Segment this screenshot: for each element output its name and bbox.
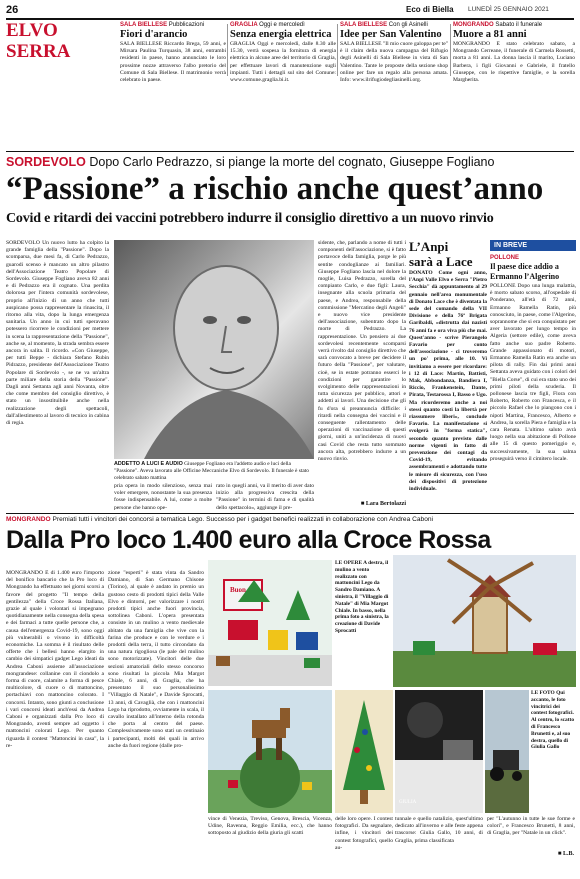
second-byline: ■ L.B. (557, 851, 574, 857)
brief-1 (120, 22, 226, 140)
in-breve-title: Il paese dice addio a Ermanno l’Algerino (490, 262, 560, 281)
brief-kicker-place: MONGRANDO (453, 22, 494, 28)
section-line-2: SERRA (6, 41, 71, 62)
second-column-3: vince di Venezia, Treviso, Genova, Brescia, Vicenza, Udine, Ravenna, Reggio Emilia, ecc.), che hanno sottoposto al giudizio della giuria gli scatti (208, 816, 332, 837)
section-line-1: ELVO (6, 20, 58, 41)
brief-title: Senza energia elettrica (230, 29, 332, 40)
second-column-4: delle loro opere. I contest fotografici. Da segnalare, infine, i vincitori dei contest fotografici, quello au- (335, 816, 393, 851)
lead-headline: “Passione” a rischio anche quest’anno (6, 171, 544, 207)
page-header (6, 4, 574, 18)
anpi-title-1: L’Anpi (409, 239, 449, 254)
lead-column-1: SORDEVOLO Un nuovo lutto ha colpito la grande famiglia della "Passione". Dopo la scomparsa, due mesi fa, di Carlo Pedrazzo, guarodi scenso è mancato un altro pilastro dell'Associazione Teatro Popolare di Sordevolo. Giuseppe Fogliano aveva 82 anni e di Pedrazzo era il cognato. Una perdita dolorosa per l'intera comunità sordevolese, proprio all'inizio di un anno che tutti auspicano possa rappresentare la rinascita, il ritorno alla vita, dopo la lunga emergenza sanitaria. Un anno in cui tutti speravano potessero ricorrere le condizioni per mettere in scena la rappresentazione della "Passione", anche se, al momento, la strada sembra essere ancora in salita. Il ricordo. «Con Giuseppe, per tutti Beppe - dichiara Stefano Rubin Pidrazzo, presidente dell'Associazione Teatro Popolare di Sordevolo -, se ne va un'altra parte miliare della storia della "Passione". Dagli anni Settanta agli anni Novanta, oltre che come membro del consiglio direttivo, è stato un insostituibile anche nella realizzazione degli spettacoli, dall'allestimento al lavoro di tecnico in cabina di regia. (6, 240, 109, 427)
lead-byline: ■ Lara Bertolazzi (360, 501, 406, 507)
second-column-1: MONGRANDO È di 1.400 euro l'importo del bonifico bancario che la Pro loco di Mongrando ha effettuato nei giorni scorsi a favore del progetto "Il tempo della gentilezza" della Croce Rossa Italiana, grazie al quale i volontari si impegnano quotidianamente nella consegna della spesa e dei farmaci a tutte quelle persone che, a causa dell'emergenza Covid-19, sono oggi più vulnerabili o vivono in difficoltà economiche. La somma è il risultato delle offerte che i bellesi hanno elargito in cambio dei simpatici gadget Lego ideati da Andrea Caboni assieme all'associazione mongrandese: collanine con il ciondolo a forma di cuore, calamite a forma di pesce multicolore, di cuore o di mattoncino, portachiavi con mattoncino colorato. I concorsi. Intanto, sono giunti a conclusione i vari concorsi ideati anch'essi da Andrea Caboni e organizzati dalla Pro loco di Mongrando, aventi sempre ad oggetto i mattoncini colorati Lego. Per quanto riguarda il contest "Mattoncini in casa", la re- (6, 570, 104, 749)
issue-date: LUNEDÌ 25 GENNAIO 2021 (468, 6, 549, 13)
second-column-5: tunnale e quello natalizio, quest'ultimo dedicato all'inverno e alle feste appena trascorse: Giulia Gallo, 10 anni, di Graglia, prima classificata (395, 816, 483, 844)
newspaper-name: Eco di Biella (406, 5, 454, 14)
brief-kicker-topic: Sabato il funerale (495, 22, 543, 28)
contest-photo-caption: LE FOTO Qui accanto, le foto vincitrici dei contest fotografici. Al centro, lo scatto di Francesco Brunetti e, al suo destra, quello di Giulia Gallo (531, 690, 575, 751)
brief-kicker-topic: Pubblicazioni (168, 22, 205, 28)
snow-scene-image (395, 690, 483, 813)
portrait-caption (114, 461, 314, 483)
portrait-caption-title: ADDETTO A LUCI E AUDIO (114, 461, 183, 467)
brief-kicker-topic: Oggi e mercoledì (259, 22, 305, 28)
lead-column-3: sidente, che, parlando a nome di tutti i componenti dell'associazione, si è fatto portavoce della famiglia, porge le più sentite condoglianze ai familiari. Giuseppe Fogliano lascia nel dolore la moglie, Luisa Pedrazzo, sorella del compianto Carlo, e due figli: Laura, insegnante alla scuola primaria del paese, e Andrea, responsabile della commissione "Mercatino degli Angeli" e nuovo vice presidente dell'associazione, subentrato dopo la morte di Pedrazzo. La rappresentazione. Un pensiero ai due sordevolesi recentemente scomparsi verrà rivolto dal consiglio direttivo che sarà convocato a breve per decidere il futuro della "Passione", per valutare, cioè, se in estate potranno esserci le condizioni per garantire lo svolgimento delle rappresentazioni in tutta sicurezza per pubblico, attori e addetti ai lavori. Una decisione che gli fu d'ora si preannuncia difficile: i ritardi nella consegna dei vaccini e il conseguente rallentamento delle operazioni di vaccinazione di questi giorni, uniti a un'incidenza di nuovi casi Covid che resta tutto sommato ancora alta, potrebbero indurre a un nuovo rinvio. (318, 240, 406, 463)
lead-kicker (6, 155, 574, 169)
snow-photo (395, 690, 483, 813)
brief-text: SALA BIELLESE Riccardo Brega, 59 anni, e Mirsara Paulina Turquasin, 38 anni, entrambi residenti in paese, hanno annunciato le loro prossime nozze attraverso l'albo pretorio del Comune di Sala Biellese. Il matrimonio verrà celebrato in paese. (120, 41, 226, 84)
brief-text: SALA BIELLESE "Il mio cuore galoppa per te" è il claim della nuova campagna del Rifugio degli Asinelli di Sala Biellese in vista di San Valentino. Tante le proposte della sezione shop online per fare un regalo alla persona amata. Info: www.ilrifugiodegliasinelli.org. (340, 41, 448, 84)
anpi-box (409, 240, 487, 510)
portrait-caption-text: Giuseppe Fogliano era l'addetto audio e luci della "Passione". Aveva lavorato alle Officine Meccaniche Elvo di Sordevolo. Il funerale è stato celebrato sabato mattina (114, 461, 309, 481)
brief-title: Idee per San Valentino (340, 29, 442, 40)
lead-bottom-rule (6, 513, 574, 514)
christmas-tree-image (335, 690, 393, 813)
second-kicker (6, 516, 576, 523)
in-breve-label: IN BREVE (490, 240, 576, 251)
second-headline: Dalla Pro loco 1.400 euro alla Croce Rossa (6, 526, 491, 554)
brief-kicker-topic: Con gli Asinelli (388, 22, 428, 28)
anpi-title-2: sarà a Lace (409, 254, 473, 269)
anpi-text: DONATO Come ogni anno, l'Anpi Valle Elvo e Serra "Pietro Secchia" dà appuntamento al 29 gennaio nell'area monumentale di Donato Lace che è diventata la sede del comando della VII Divisione e della 76ª Brigata Garibaldi, «distrutta dai nazisti 76 anni fa e ora viva più che mai. Quest'anno - scrive Pierangelo Favario per conto dell'associazione - ci troveremo un po' prima, alle 10. Vi invitiamo a essere per ricordare: i 12 di Lace: Martin, Battisti, Mak, Abbondanza, Bandiera I, Riccio, Frankenstein, Dante, Pirata, Testarossa I, Basso e Ugo. Ma ricorderemo anche a noi stessi quanto costi la libertà per riassumere liberi», conclude Favario. La manifestazione si svolgerà in "forma statica", secondo quanto previsto dalle norme vigenti in fatto di prevenzione dei contagi da Covid-19, evitando assembramenti e adottando tutte le misure di sicurezza, con l'uso dei dispositivi di protezione individuale. (409, 270, 487, 493)
page-number: 26 (6, 4, 19, 16)
lego-horse-photo (208, 690, 332, 813)
brief-text: MONGRANDO È stato celebrato sabato, a Mongrando Cerreane, il funerale di Carmela Rossetti, morta a 81 anni. La donna lascia il marito, Luciano Barbera, i figli Giovanni e Gabriele, il fratello Giuseppe, con le rispettive famiglie, e la sorella Margherita. (453, 41, 575, 84)
second-kicker-place: MONGRANDO (6, 516, 51, 523)
column-divider (227, 24, 228, 76)
brief-text: GRAGLIA Oggi e mercoledì, dalle 8.30 alle 15.30, verrà sospesa la fornitura di energia elettrica in alcune aree del territorio di Graglia, per effettuare lavori di manutenzione sugli impianti. Tutti i dettagli sul sito del Comune: www.comune.graglia.bi.it. (230, 41, 336, 84)
lego-village-image (208, 560, 332, 686)
portrait-figure (114, 240, 314, 459)
lead-kicker-text: Dopo Carlo Pedrazzo, si piange la morte del cognato, Giuseppe Fogliano (89, 155, 495, 169)
brief-title: Muore a 81 anni (453, 29, 527, 40)
tree-photo (335, 690, 393, 813)
tractor-photo (485, 690, 529, 813)
brief-4 (453, 22, 575, 140)
column-divider (337, 24, 338, 76)
in-breve-text: POLLONE Dopo una lunga malattia, è morto sabato scorso, all'ospedale di Ponderano, all'età di 72 anni, Ermanno Ramella Ratin, più conosciuto, in paese, come l'Algerino, soprannome che si era conquistato per aver lavorato per lungo tempo in Algeria (settore edile), come aveva fatto anche suo padre Roberto. Grande appassionato di motori, Ermanno Ramella Ratin era anche un pilota di rally. Fin dai primi anni Settanta aveva guidato con i colori del "Biella Corse", di cui era stato uno dei primi piloti della scuderia. Il pollonese lascia tre figli, Flora con Roberto, Roberto con Francesca, e il piccolo Rafael che lo piangono con i nipoti Martina, Francesco, Alberto e Andrea, la sorella Piera e famiglia e la cara Renata. L'ultimo saluto avrà luogo nella sua abitazione di Pollone alle 15 di questo pomeriggio e, successivamente, la sua salma proseguirà verso il cimitero locale. (490, 283, 576, 462)
lead-kicker-place: SORDEVOLO (6, 155, 86, 169)
briefs-rule (6, 151, 574, 152)
portrait-photo (114, 240, 314, 459)
brief-3 (340, 22, 448, 140)
lego-windmill-photo (393, 555, 576, 687)
lead-column-3-bottom: rato in quegli anni, va il merito di aver dato inizio alla progressiva crescita della "Passione" in termini di fama e di qualità dello spettacolo», aggiunge il pre- (216, 483, 314, 511)
brief-kicker-place: SALA BIELLESE (340, 22, 388, 28)
tractor-image (485, 690, 529, 813)
lego-village-photo (208, 560, 332, 686)
brief-kicker-place: GRAGLIA (230, 22, 258, 28)
brief-kicker-place: SALA BIELLESE (120, 22, 168, 28)
lego-windmill-image (393, 555, 576, 687)
lead-subhead: Covid e ritardi dei vaccini potrebbero indurre il consiglio direttivo a un nuovo rinvio (6, 211, 494, 226)
opere-caption: LE OPERE A destra, il mulino a vento realizzato con mattoncini Lego da Sandro Damiano. A sinistra, il "Villaggio di Natale" di Mia Margot Chiale. In basso, nella prima foto a sinistra, la creazione di Davide Sprocatti (335, 560, 389, 634)
second-column-2: zione "esperti" è stata vinta da Sandro Damiano, di San Germano Chisone (Torino), al quale è andato in premio un gustoso cesto di prodotti tipici della Valle Elvo e dintorni, per valorizzare i nostri prodotti tipici anche fuori provincia, sottolinea Caboni. L'opera presentata consiste in un mulino a vento medievale abitato da una famiglia che vive con la farina che produce e con le verdure e i prodotti della terra, il tutto circondato da una natura rigogliosa (le pale del mulino sono motorizzate). Vincitori delle due sezioni amatoriali dello stesso concorso sono risultati la piccola Mia Margot Chiale, 6 anni, di Graglia, che ha presentato il suo personalissimo "Villaggio di Natale", e Davide Sprocatti, 13 anni, di Cavaglià, che con i mattoncini Lego ha riprodotto, ovviamente in scala, il cavallo installato all'interno della rotonda che porta al centro del paese. Complessivamente sono stati un centinaio i partecipanti, molti dei quali in arrivo anche da fuori regione (dalle pro- (108, 570, 204, 749)
in-breve-place: POLLONE (490, 255, 520, 261)
photo-signature: GIULIA (399, 800, 417, 805)
lego-horse-image (208, 690, 332, 813)
section-label (6, 20, 106, 64)
second-column-6: per "L'autunno in tutte le sue forme e colori", e Francesco Brunetti, 8 anni, di Graglia, per "Natale in un click". (487, 816, 575, 837)
brief-2 (230, 22, 336, 140)
village-sign-text: Buon (230, 586, 246, 594)
second-kicker-text: Premiati tutti i vincitori dei concorsi a tematica Lego. Successo per i gadget benefici realizzati in collaborazione con Andrea Caboni (52, 516, 433, 523)
brief-title: Fiori d'arancio (120, 29, 188, 40)
column-divider (450, 24, 451, 76)
in-breve-box (490, 240, 576, 512)
lead-column-2-bottom: pria opera in modo silenzioso, senza mai voler emergere, nonostante la sua presenza fosse indispensabile. A lui, come a molte persone che hanno ope- (114, 483, 212, 511)
